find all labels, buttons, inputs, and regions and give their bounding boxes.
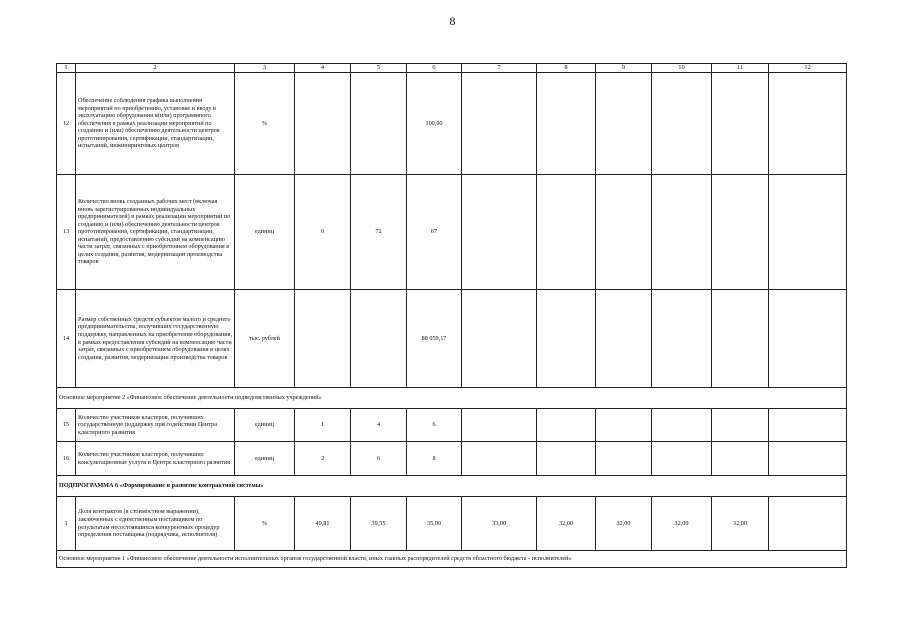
value-cell	[462, 175, 537, 290]
value-cell	[769, 73, 847, 175]
value-cell	[596, 442, 652, 476]
indicator-name: Количество участников кластеров, получивших консультационные услуги в Центре кластерного развития	[76, 442, 235, 476]
value-cell	[769, 175, 847, 290]
section-row	[57, 551, 847, 568]
value-cell	[652, 175, 712, 290]
value-cell: 6	[407, 409, 462, 442]
indicator-name: Обеспечение соблюдения графика выполнения мероприятий по приобретению, установке и вводу в эксплуатацию оборудования и(или) программного обеспечения в рамках реализации мероприятий по созданию и (или) обеспечению деятельности центров прототипирования, сертификации, стандартизации, испытаний, инжиниринговых центров	[76, 73, 235, 175]
table-row	[57, 73, 847, 175]
column-header: 2	[76, 64, 235, 73]
value-cell	[769, 497, 847, 551]
value-cell: 32,00	[537, 497, 596, 551]
value-cell	[351, 290, 407, 388]
value-cell: 32,00	[652, 497, 712, 551]
value-cell: 49,81	[295, 497, 351, 551]
indicator-name: Доля контрактов (в стоимостном выражении), заключенных с единственным поставщиком по результатам несостоявшихся конкурентных процедур определения поставщика (подрядчика, исполнителя)	[76, 497, 235, 551]
column-header: 8	[537, 64, 596, 73]
value-cell: 2	[295, 442, 351, 476]
value-cell: 39,55	[351, 497, 407, 551]
row-number: 12	[57, 73, 76, 175]
value-cell	[652, 290, 712, 388]
value-cell	[537, 290, 596, 388]
value-cell	[462, 442, 537, 476]
indicator-name: Количество вновь созданных рабочих мест (включая вновь зарегистрированных индивидуальных предпринимателей) в рамках реализации мероприятий по созданию и (или) обеспечению деятельности центров прототипирования, сертификации, стандартизации, испытаний, предоставлению субсидий на компенсацию части затрат, связанных с приобретением оборудования в целях создания, развития, модернизации производства товаров	[76, 175, 235, 290]
column-header: 6	[407, 64, 462, 73]
value-cell	[462, 290, 537, 388]
value-cell: 32,00	[596, 497, 652, 551]
row-number: 1	[57, 497, 76, 551]
indicator-name: Количество участников кластеров, получивших государственную поддержку при содействии Центра кластерного развития	[76, 409, 235, 442]
value-cell	[596, 290, 652, 388]
value-cell: 67	[407, 175, 462, 290]
column-header: 3	[235, 64, 295, 73]
row-number: 13	[57, 175, 76, 290]
value-cell	[596, 409, 652, 442]
row-number: 15	[57, 409, 76, 442]
row-number: 14	[57, 290, 76, 388]
value-cell: 1	[295, 409, 351, 442]
unit-cell: тыс. рублей	[235, 290, 295, 388]
table-row	[57, 497, 847, 551]
value-cell	[769, 290, 847, 388]
value-cell	[712, 409, 769, 442]
unit-cell: %	[235, 497, 295, 551]
value-cell: 35,00	[407, 497, 462, 551]
value-cell	[462, 409, 537, 442]
value-cell	[712, 290, 769, 388]
value-cell: 6	[351, 442, 407, 476]
value-cell	[462, 73, 537, 175]
value-cell	[652, 73, 712, 175]
value-cell	[351, 73, 407, 175]
unit-cell: единиц	[235, 409, 295, 442]
indicators-table	[56, 63, 847, 568]
value-cell	[537, 442, 596, 476]
row-number: 16	[57, 442, 76, 476]
table-row	[57, 175, 847, 290]
value-cell: 33,00	[462, 497, 537, 551]
value-cell: 8	[407, 442, 462, 476]
column-header: 1	[57, 64, 76, 73]
value-cell	[596, 73, 652, 175]
unit-cell: единиц	[235, 175, 295, 290]
value-cell	[537, 73, 596, 175]
table-row	[57, 409, 847, 442]
subprogram-heading: ПОДПРОГРАММА 6 «Формирование и развитие контрактной системы»	[57, 476, 847, 497]
column-header: 12	[769, 64, 847, 73]
table-row	[57, 290, 847, 388]
value-cell: 0	[295, 175, 351, 290]
section-heading: Основное мероприятие 2 «Финансовое обеспечение деятельности подведомственных учреждений»	[57, 388, 847, 409]
value-cell	[295, 290, 351, 388]
value-cell	[652, 442, 712, 476]
section-row	[57, 476, 847, 497]
value-cell: 100,00	[407, 73, 462, 175]
value-cell	[596, 175, 652, 290]
column-header-row	[57, 64, 847, 73]
value-cell	[537, 409, 596, 442]
unit-cell: единиц	[235, 442, 295, 476]
value-cell	[769, 409, 847, 442]
column-header: 5	[351, 64, 407, 73]
section-row	[57, 388, 847, 409]
value-cell	[537, 175, 596, 290]
unit-cell: %	[235, 73, 295, 175]
column-header: 7	[462, 64, 537, 73]
value-cell: 72	[351, 175, 407, 290]
column-header: 4	[295, 64, 351, 73]
column-header: 10	[652, 64, 712, 73]
page-number: 8	[449, 14, 456, 28]
value-cell	[652, 409, 712, 442]
value-cell: 4	[351, 409, 407, 442]
column-header: 9	[596, 64, 652, 73]
value-cell	[712, 175, 769, 290]
indicator-name: Размер собственных средств субъектов малого и среднего предпринимательства, получивших государственную поддержку, направленных на приобретение оборудования, в рамках предоставления субсидий на компенсацию части затрат, связанных с приобретением оборудования в целях создания, развития, модернизации производства товаров	[76, 290, 235, 388]
value-cell: 88 059,17	[407, 290, 462, 388]
column-header: 11	[712, 64, 769, 73]
section-heading: Основное мероприятие 1 «Финансовое обеспечение деятельности исполнительных органов государственной власти, иных главных распорядителей средств областного бюджета - исполнителей»	[57, 551, 847, 568]
value-cell: 32,00	[712, 497, 769, 551]
value-cell	[769, 442, 847, 476]
value-cell	[712, 73, 769, 175]
value-cell	[712, 442, 769, 476]
value-cell	[295, 73, 351, 175]
table-row	[57, 442, 847, 476]
